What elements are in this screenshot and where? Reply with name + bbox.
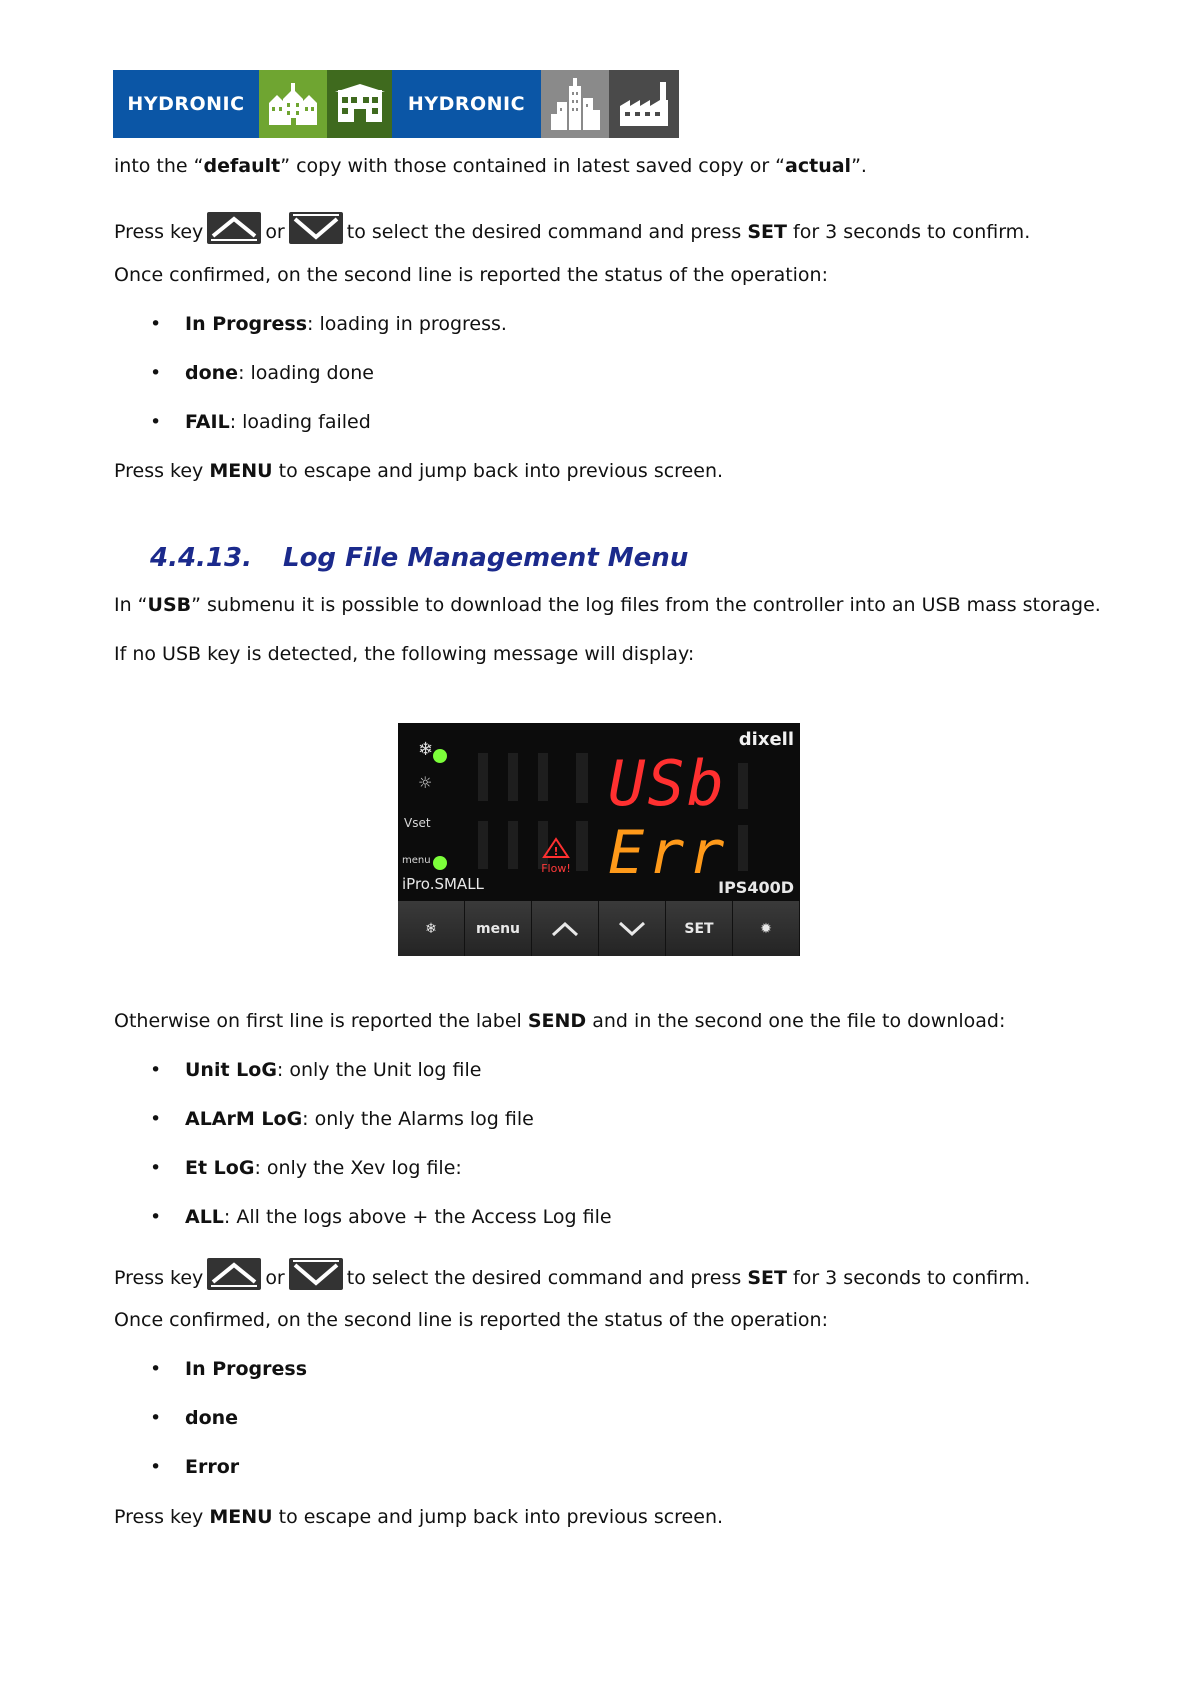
flow-label: Flow!: [541, 862, 571, 875]
model-left-label: iPro.SMALL: [402, 875, 484, 893]
houses-icon: [259, 70, 327, 138]
menu-small-label: menu: [402, 855, 431, 866]
sun-icon: ☼: [418, 773, 433, 792]
up-arrow-key-icon: [207, 212, 261, 244]
display-line-1: USb: [608, 747, 726, 820]
banner-hydronic-label-2: HYDRONIC: [392, 70, 541, 138]
led-menu: [433, 856, 447, 870]
city-icon: [541, 70, 609, 138]
paragraph-press-menu-1: Press key MENU to escape and jump back into previous screen.: [114, 460, 724, 482]
paragraph-no-usb: If no USB key is detected, the following message will display:: [114, 643, 695, 665]
paragraph-press-key-2: Press key or to select the desired command and press SET for 3 seconds to confirm.: [114, 1258, 1030, 1290]
paragraph-default-copy: into the “default” copy with those contained in latest saved copy or “actual”.: [114, 155, 867, 177]
vset-label: Vset: [404, 816, 431, 830]
section-number: 4.4.13.: [150, 543, 252, 573]
paragraph-usb-submenu: In “USB” submenu it is possible to download the log files from the controller into an USB mass storage.: [114, 594, 1101, 616]
paragraph-once-confirmed-1: Once confirmed, on the second line is reported the status of the operation:: [114, 264, 829, 286]
down-arrow-key-icon: [289, 1258, 343, 1290]
brand-logo: dixell: [738, 729, 794, 750]
header-banner: [113, 70, 679, 138]
snowflake-icon: ❄: [418, 739, 434, 760]
sun-key-icon: ✹: [733, 901, 800, 956]
paragraph-press-menu-2: Press key MENU to escape and jump back into previous screen.: [114, 1506, 724, 1528]
paragraph-once-confirmed-2: Once confirmed, on the second line is reported the status of the operation:: [114, 1309, 829, 1331]
svg-text:!: !: [553, 845, 559, 858]
banner-hydronic-label-1: HYDRONIC: [113, 70, 259, 138]
controller-screen: [398, 723, 800, 901]
building-icon: [327, 70, 392, 138]
factory-icon: [609, 70, 679, 138]
display-line-2: Err: [608, 818, 729, 888]
up-arrow-key-icon: [207, 1258, 261, 1290]
model-right-label: IPS400D: [718, 878, 794, 897]
paragraph-press-key-1: Press key or to select the desired command and press SET for 3 seconds to confirm.: [114, 212, 1030, 244]
section-title: Log File Management Menu: [283, 543, 689, 573]
down-arrow-key-icon: [289, 212, 343, 244]
led-cool: [433, 749, 447, 763]
set-key: SET: [666, 901, 733, 956]
document-page: HYDRONIC HYDRONIC into the “default” copy with those contained in latest saved copy or “actual”. Press key or to select the desired command and press SET for 3 seconds to confirm. Once confirmed, on the second line is reported the status of the operation: • In Progress: loading in progress. • done: loading done • FAIL: loading failed Press key MENU to escape and jump back into previous screen. 4.4.13. Log File Management Menu In “USB” submenu it is possible to download the log files from the controller into an USB mass storage. If no USB key is detected, the following message will display: ❄ ☼ Vset menu iPro.SMALL IPS400D dixell ! Flow! USb Err ❄ menu SET ✹ Otherwise on first line is reported the label SEND and in the second one the file to download: • Unit LoG: only the Unit log file • ALArM LoG: only the Alarms log file • Et LoG: only the Xev log file: • ALL: All the logs above + the Access Log file Press key or to select the desired command and press SET for 3 seconds to confirm. Once confirmed, on the second line is reported the status of the operation: • In Progress • done • Error Press key MENU to escape and jump back into previous screen.: [0, 0, 1190, 1684]
controller-display-photo: [398, 723, 800, 956]
section-heading: [150, 543, 688, 573]
up-key-icon: [532, 901, 599, 956]
menu-key: menu: [465, 901, 532, 956]
paragraph-otherwise-send: Otherwise on first line is reported the label SEND and in the second one the file to download:: [114, 1010, 1006, 1032]
controller-keypad: [398, 901, 800, 956]
snowflake-key-icon: ❄: [398, 901, 465, 956]
down-key-icon: [599, 901, 666, 956]
